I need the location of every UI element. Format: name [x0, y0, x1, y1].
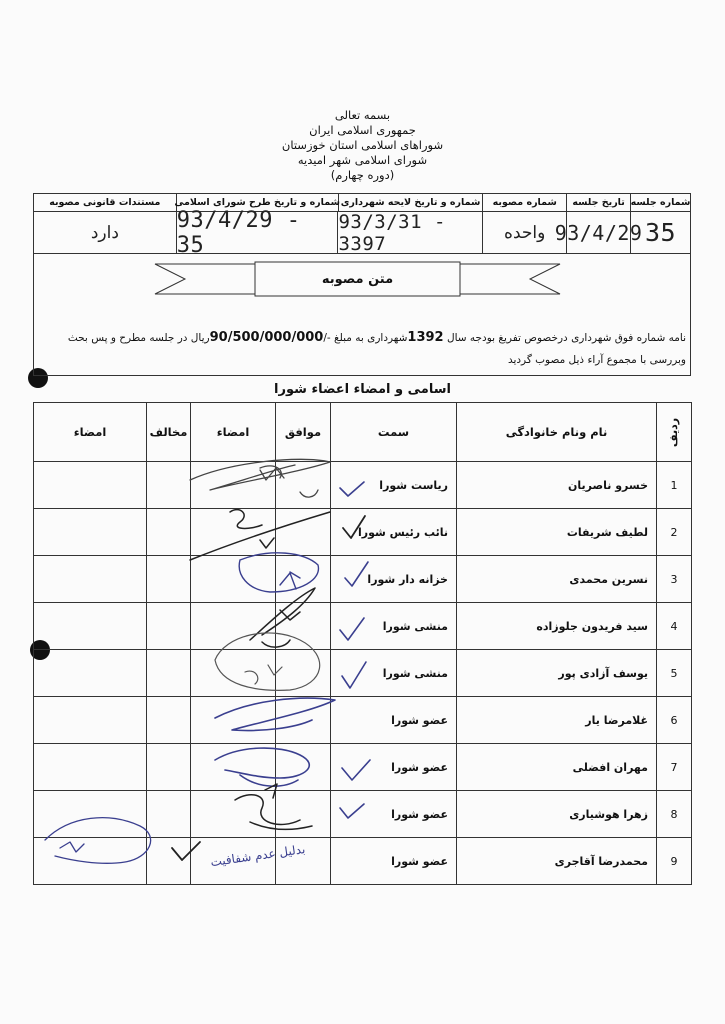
row-number: 9: [657, 838, 692, 885]
signature-cell-2: [34, 697, 147, 744]
session-info-header-row: [34, 194, 690, 212]
agree-cell: [276, 603, 331, 650]
table-row: [34, 838, 692, 885]
agree-cell: [276, 744, 331, 791]
header-line: جمهوری اسلامی ایران: [309, 123, 416, 137]
column-header-name: نام ونام خانوادگی: [457, 403, 657, 462]
signature-cell: [191, 744, 276, 791]
resolution-text-part1: نامه شماره فوق شهرداری درخصوص تفریغ بودجه سال: [443, 332, 686, 344]
agree-cell: [276, 556, 331, 603]
header-resolution-no: شماره مصوبه: [482, 194, 566, 211]
header-line: بسمه تعالی: [334, 108, 391, 122]
oppose-cell: [147, 744, 191, 791]
signature-cell-2: [34, 462, 147, 509]
signature-cell-2: [34, 509, 147, 556]
resolution-no-value: واحده: [482, 211, 566, 254]
table-row: [34, 556, 692, 603]
signature-cell-2: [34, 603, 147, 650]
session-info-value-row: [34, 207, 690, 258]
header-line: شورای اسلامی شهر امیدیه: [297, 153, 428, 167]
resolution-year: 1392: [407, 330, 444, 345]
session-date-text: 93/4/29: [554, 220, 643, 245]
member-position: خزانه دار شورا: [331, 556, 457, 603]
members-section-title: اسامی و امضاء اعضاء شورا: [274, 382, 451, 397]
member-position: عضو شورا: [331, 838, 457, 885]
resolution-title: متن مصوبه: [321, 271, 394, 287]
row-number: 4: [657, 603, 692, 650]
signature-cell: [191, 462, 276, 509]
member-name: سید فریدون جلوزاده: [457, 603, 657, 650]
header-line: شوراهای اسلامی استان خوزستان: [281, 138, 444, 152]
signature-cell: [191, 838, 276, 885]
member-name: زهرا هوشیاری: [457, 791, 657, 838]
member-position: عضو شورا: [331, 744, 457, 791]
column-header-signature-2: امضاء: [34, 403, 147, 462]
members-table-header: [34, 403, 692, 462]
row-number: 5: [657, 650, 692, 697]
signature-cell: [191, 697, 276, 744]
table-row: [34, 744, 692, 791]
member-position: منشی شورا: [331, 603, 457, 650]
signature-cell: [191, 650, 276, 697]
column-header-row-text: ردیف: [667, 417, 681, 447]
resolution-amount: 90/500/000/000: [209, 330, 324, 345]
column-header-oppose: مخالف: [147, 403, 191, 462]
row-number: 7: [657, 744, 692, 791]
resolution-body-line1: [38, 328, 686, 348]
signature-cell-2: [34, 556, 147, 603]
resolution-body-line2: وبررسی با مجموع آراء ذیل مصوب گردید: [507, 354, 686, 366]
plan-no-date-value: [176, 207, 338, 258]
oppose-cell: [147, 462, 191, 509]
member-name: خسرو ناصریان: [457, 462, 657, 509]
column-header-signature: امضاء: [191, 403, 276, 462]
oppose-cell: [147, 509, 191, 556]
row-number: 8: [657, 791, 692, 838]
session-no-value: 35: [630, 211, 690, 254]
agree-cell: [276, 838, 331, 885]
table-row: [34, 650, 692, 697]
oppose-cell: [147, 650, 191, 697]
member-position: ریاست شورا: [331, 462, 457, 509]
member-name: نسرین محمدی: [457, 556, 657, 603]
member-name: مهران افضلی: [457, 744, 657, 791]
member-name: لطیف شریفات: [457, 509, 657, 556]
agree-cell: [276, 509, 331, 556]
signature-cell-2: [34, 744, 147, 791]
handwritten-note: بدلیل عدم شفافیت: [209, 842, 307, 870]
header-session-date: تاریخ جلسه: [566, 194, 630, 211]
header-session-no: شماره جلسه: [630, 194, 690, 211]
oppose-cell: [147, 603, 191, 650]
table-row: [34, 603, 692, 650]
member-name: غلامرضا یار: [457, 697, 657, 744]
oppose-cell: [147, 697, 191, 744]
oppose-cell: [147, 556, 191, 603]
signature-cell: [191, 509, 276, 556]
resolution-text-part3: ریال در جلسه مطرح و پس بحث: [67, 332, 210, 344]
member-name: یوسف آزادی پور: [457, 650, 657, 697]
column-header-position: سمت: [331, 403, 457, 462]
members-table: [33, 402, 692, 885]
row-number: 2: [657, 509, 692, 556]
header-bill-no-date: شماره و تاریخ لایحه شهرداری: [338, 194, 483, 211]
plan-no-date-text: 93/4/29 - 35: [176, 207, 301, 258]
table-row: [34, 791, 692, 838]
signature-cell: [191, 791, 276, 838]
resolution-text-part2: شهرداری به مبلغ -/: [323, 332, 408, 344]
signature-cell-2: [34, 650, 147, 697]
member-position: عضو شورا: [331, 791, 457, 838]
header-legal-docs: مستندات قانونی مصوبه: [49, 197, 161, 208]
column-header-agree: موافق: [276, 403, 331, 462]
bill-no-date-text: 93/3/31 - 3397: [338, 210, 446, 255]
row-number: 6: [657, 697, 692, 744]
member-name: محمدرضا آقاجری: [457, 838, 657, 885]
agree-cell: [276, 462, 331, 509]
member-position: عضو شورا: [331, 697, 457, 744]
signature-cell: [191, 556, 276, 603]
signature-cell-2: [34, 838, 147, 885]
legal-docs-value: دارد: [90, 222, 119, 243]
oppose-cell: [147, 791, 191, 838]
table-row: [34, 509, 692, 556]
member-position: نائب رئیس شورا: [331, 509, 457, 556]
signature-cell-2: [34, 791, 147, 838]
agree-cell: [276, 650, 331, 697]
column-header-row: [657, 403, 692, 462]
header-line: (دوره چهارم): [330, 168, 395, 182]
table-row: [34, 697, 692, 744]
table-row: [34, 462, 692, 509]
signature-cell: [191, 603, 276, 650]
oppose-cell: [147, 838, 191, 885]
header-plan-no-date: شماره و تاریخ طرح شورای اسلامی: [176, 194, 338, 211]
agree-cell: [276, 791, 331, 838]
bill-no-date-value: [337, 211, 482, 254]
session-date-value: [554, 211, 643, 254]
member-position: منشی شورا: [331, 650, 457, 697]
agree-cell: [276, 697, 331, 744]
session-info-table: [33, 193, 691, 258]
row-number: 3: [657, 556, 692, 603]
letterhead: [250, 108, 475, 183]
row-number: 1: [657, 462, 692, 509]
